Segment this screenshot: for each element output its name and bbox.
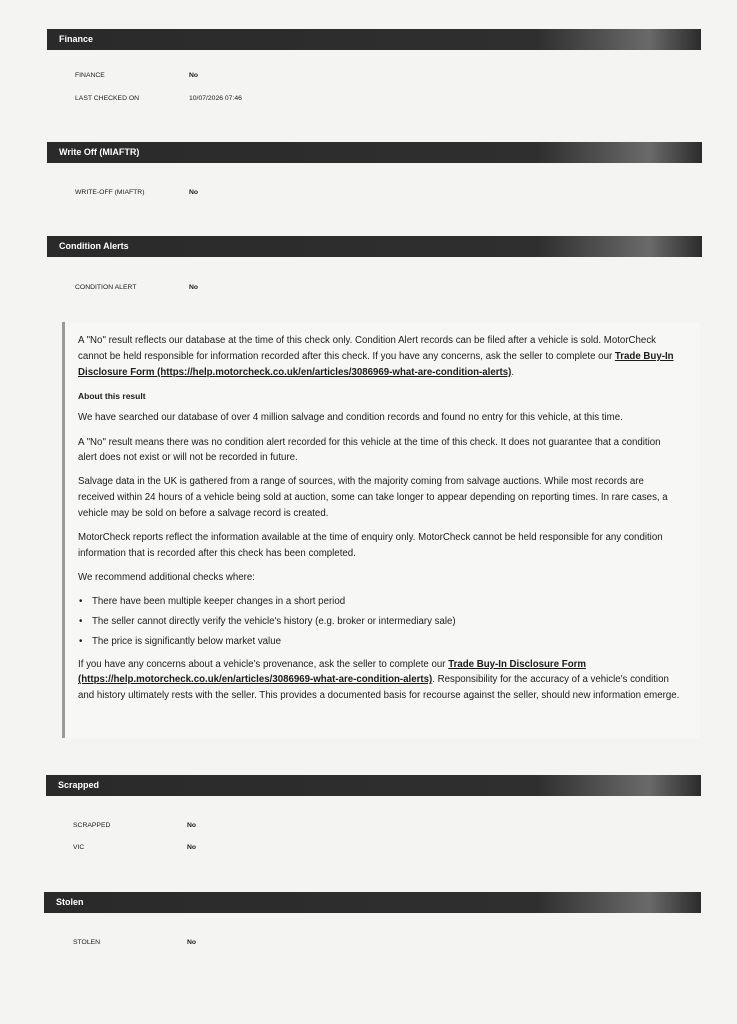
notice-text: . Responsibility for the accuracy of a vehicle's condition and history ultimately rests with the seller. This provides a documented basis for recourse against the seller, should new information emerge. (78, 674, 680, 702)
notice-paragraph: We have searched our database of over 4 million salvage and condition records and found no entry for this vehicle, at this time. (78, 412, 623, 424)
field-label: FINANCE (75, 72, 105, 79)
section-header-finance (47, 29, 701, 50)
field-label: WRITE-OFF (MIAFTR) (75, 189, 145, 196)
disclosure-form-link[interactable]: Trade Buy-In Disclosure Form (https://help.motorcheck.co.uk/en/articles/3086969-what-are-condition-alerts) (78, 350, 674, 378)
section-title: Scrapped (58, 780, 100, 790)
list-item: • The price is significantly below market value (92, 634, 680, 650)
notice-paragraph: Salvage data in the UK is gathered from a range of sources, with the majority coming from salvage auctions. While most records are received within 24 hours of a vehicle being sold at auction, some can take longer to appear depending on reporting times. In rare cases, a vehicle may be sold on before a salvage record is created. (78, 476, 668, 520)
notice-paragraph: We recommend additional checks where: (78, 572, 255, 584)
about-heading: About this result (78, 390, 146, 401)
field-label: SCRAPPED (73, 822, 111, 829)
list-item: • There have been multiple keeper changes in a short period (92, 594, 680, 610)
condition-alert-notice (62, 322, 700, 738)
field-label: CONDITION ALERT (75, 284, 137, 291)
notice-text: . (511, 366, 515, 378)
notice-paragraph: A "No" result means there was no condition alert recorded for this vehicle at the time of this check. It does not guarantee that a condition alert does not exist or will not be recorded in future. (78, 436, 661, 464)
list-item: • The seller cannot directly verify the vehicle's history (e.g. broker or intermediary sale) (92, 614, 680, 630)
field-label: VIC (73, 844, 85, 851)
field-value: No (189, 284, 199, 291)
notice-paragraph (78, 657, 680, 704)
field-value: No (189, 189, 199, 196)
section-title: Stolen (56, 897, 84, 907)
disclosure-form-link[interactable]: Trade Buy-In Disclosure Form (https://help.motorcheck.co.uk/en/articles/3086969-what-are-condition-alerts) (78, 658, 586, 686)
section-header-condition-alerts (47, 236, 702, 257)
field-value: No (189, 72, 199, 79)
section-title: Write Off (MIAFTR) (59, 147, 140, 157)
recommendation-list (78, 594, 680, 649)
field-label: STOLEN (73, 939, 101, 946)
section-title: Condition Alerts (59, 241, 129, 251)
section-header-scrapped (46, 775, 701, 796)
field-value: 10/07/2026 07:46 (189, 95, 242, 102)
section-header-stolen (44, 892, 701, 913)
field-label: LAST CHECKED ON (75, 95, 140, 102)
field-value: No (187, 822, 197, 829)
field-value: No (187, 939, 197, 946)
section-title: Finance (59, 34, 94, 44)
notice-paragraph: MotorCheck reports reflect the information available at the time of enquiry only. MotorCheck cannot be held responsible for any condition information that is recorded after this check has been completed. (78, 532, 663, 559)
notice-text: If you have any concerns about a vehicle's provenance, ask the seller to complete our (78, 658, 449, 670)
field-value: No (187, 844, 197, 851)
notice-text: A "No" result reflects our database at the time of this check only. Condition Alert records can be filed after a vehicle is sold. MotorCheck cannot be held responsible for information recorded after this check. If you have any concerns, ask the seller to complete our (78, 335, 657, 362)
notice-paragraph (78, 333, 680, 380)
section-header-write-off (47, 142, 702, 163)
